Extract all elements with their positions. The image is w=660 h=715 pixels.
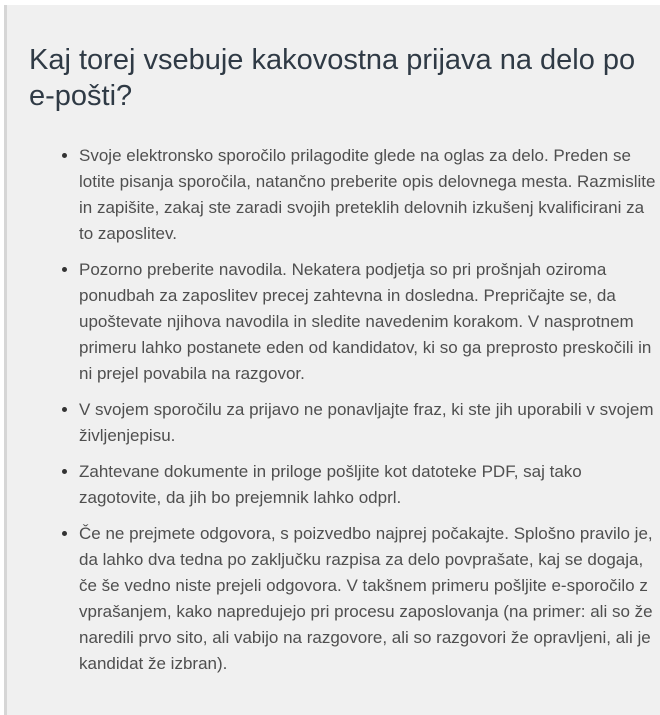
list-item: • V svojem sporočilu za prijavo ne ponavljajte fraz, ki ste jih uporabili v svojem življenjepisu.: [79, 397, 659, 449]
list-item: • Pozorno preberite navodila. Nekatera podjetja so pri prošnjah oziroma ponudbah za zaposlitev precej zahtevna in dosledna. Prepričajte se, da upoštevate njihova navodila in sledite navedenim korakom. V nasprotnem primeru lahko postanete eden od kandidatov, ki so ga preprosto preskočili in ni prejel povabila na razgovor.: [79, 257, 659, 387]
list-item: • Svoje elektronsko sporočilo prilagodite glede na oglas za delo. Preden se lotite pisanja sporočila, natančno preberite opis delovnega mesta. Razmislite in zapišite, zakaj ste zaradi svojih preteklih delovnih izkušenj kvalificirani za to zaposlitev.: [79, 143, 659, 247]
article-card: [4, 5, 660, 715]
article-title: Kaj torej vsebuje kakovostna prijava na delo po e-pošti?: [29, 44, 636, 112]
tips-list: [57, 143, 659, 687]
list-item: • Zahtevane dokumente in priloge pošljite kot datoteke PDF, saj tako zagotovite, da jih bo prejemnik lahko odprl.: [79, 459, 659, 511]
list-item: • Če ne prejmete odgovora, s poizvedbo najprej počakajte. Splošno pravilo je, da lahko dva tedna po zaključku razpisa za delo povprašate, kaj se dogaja, če še vedno niste prejeli odgovora. V takšnem primeru pošljite e-sporočilo z vprašanjem, kako napredujejo pri procesu zaposlovanja (na primer: ali so že naredili prvo sito, ali vabijo na razgovore, ali so razgovori že opravljeni, ali je kandidat že izbran).: [79, 521, 659, 677]
